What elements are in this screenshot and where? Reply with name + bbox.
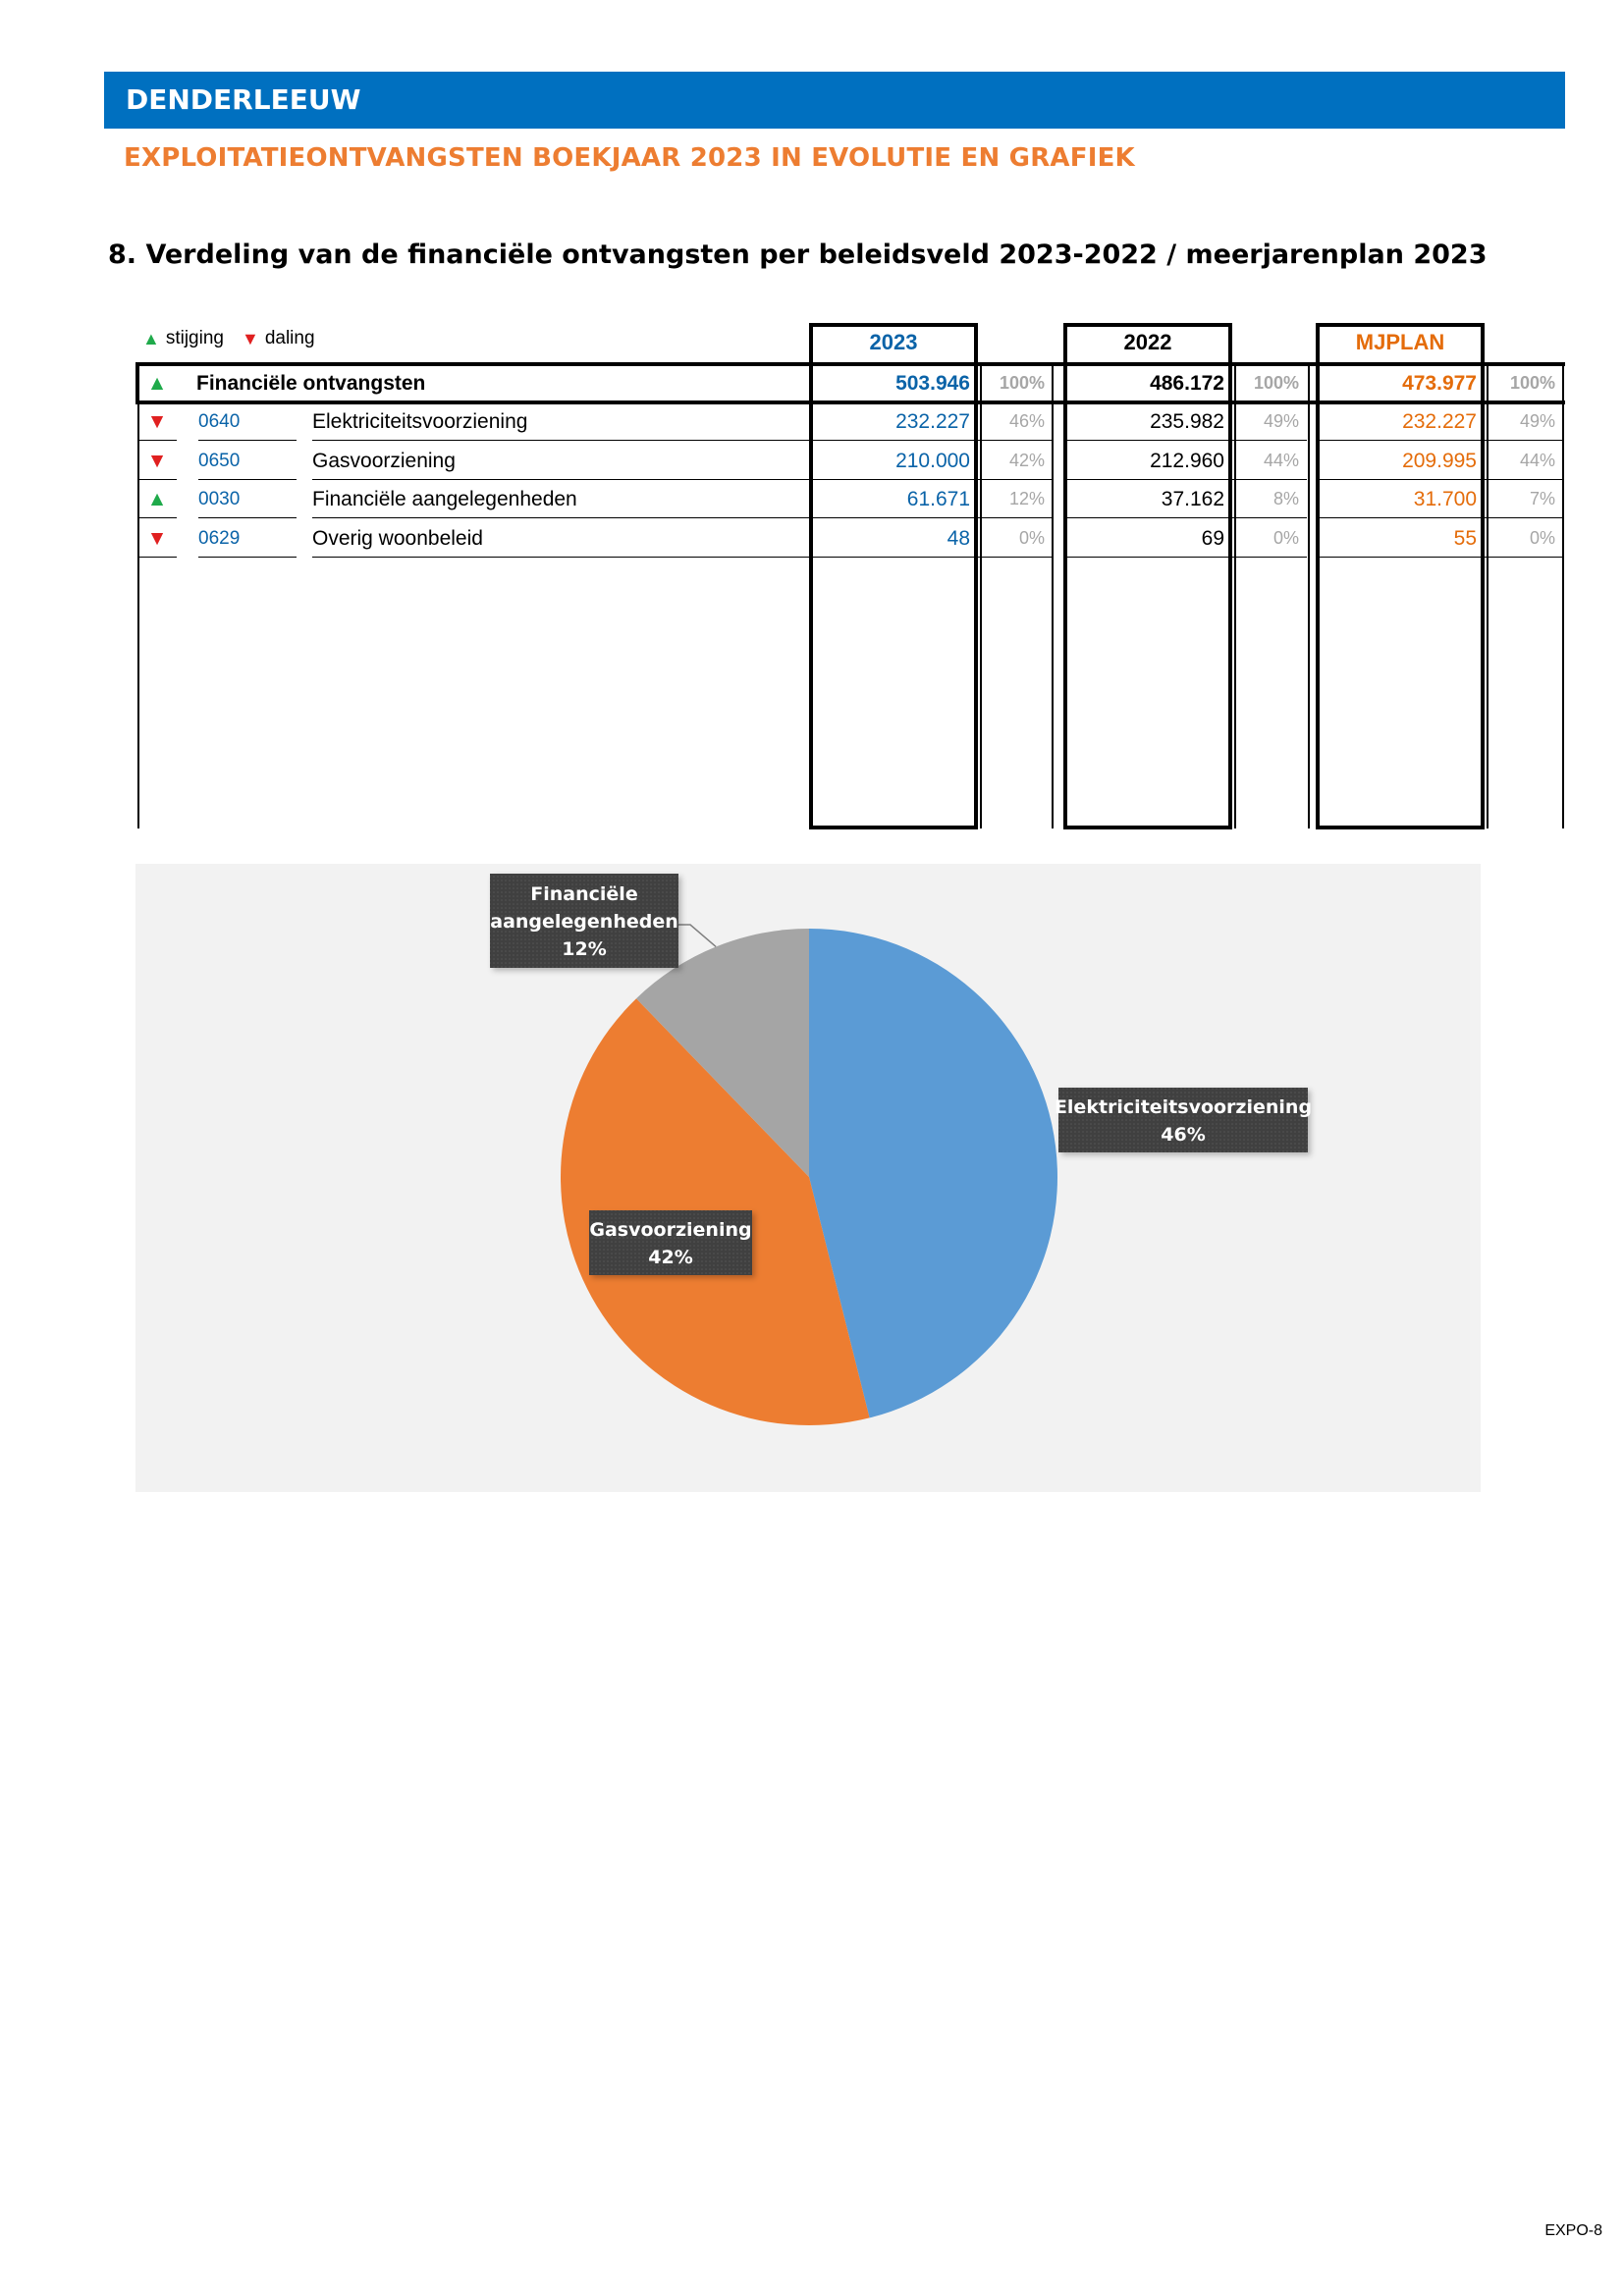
pie-data-label-2 bbox=[589, 1210, 752, 1275]
beleidsveld-label: Financiële ontvangsten bbox=[196, 364, 825, 402]
percent-mjplan: 49% bbox=[1487, 402, 1563, 441]
legend-down-label: daling bbox=[264, 328, 315, 348]
triangle-down-icon: ▼ bbox=[137, 442, 177, 480]
beleidsveld-code: 0650 bbox=[198, 442, 297, 480]
percent-2023: 12% bbox=[980, 480, 1053, 518]
value-2022: 486.172 bbox=[1065, 364, 1234, 402]
pie-category-label: Financiële bbox=[530, 883, 638, 905]
empty-row bbox=[137, 558, 1563, 596]
municipality-name: DENDERLEEUW bbox=[126, 83, 361, 116]
empty-row bbox=[137, 673, 1563, 712]
section-title: 8. Verdeling van de financiële ontvangsten per beleidsveld 2023-2022 / meerjarenplan 2023 bbox=[108, 240, 1488, 270]
triangle-down-icon: ▼ bbox=[241, 328, 259, 348]
table-row bbox=[137, 402, 1563, 441]
percent-2023: 0% bbox=[980, 519, 1053, 558]
column-header-2022: 2022 bbox=[1063, 323, 1232, 364]
table-row bbox=[137, 442, 1563, 480]
pie-chart bbox=[135, 864, 1481, 1492]
triangle-down-icon: ▼ bbox=[137, 519, 177, 558]
value-mjplan: 232.227 bbox=[1318, 402, 1487, 441]
pie-percent-label: 46% bbox=[1161, 1124, 1206, 1146]
percent-mjplan: 7% bbox=[1487, 480, 1563, 518]
beleidsveld-code: 0629 bbox=[198, 519, 297, 558]
empty-row bbox=[137, 713, 1563, 751]
triangle-down-icon: ▼ bbox=[137, 402, 177, 441]
column-header-mjplan: MJPLAN bbox=[1316, 323, 1485, 364]
beleidsveld-label: Overig woonbeleid bbox=[312, 519, 941, 558]
value-mjplan: 31.700 bbox=[1318, 480, 1487, 518]
table-row bbox=[137, 480, 1563, 518]
table-row bbox=[137, 519, 1563, 558]
percent-2022: 49% bbox=[1234, 402, 1307, 441]
report-subtitle: EXPLOITATIEONTVANGSTEN BOEKJAAR 2023 IN EVOLUTIE EN GRAFIEK bbox=[124, 143, 1135, 173]
leader-line bbox=[678, 925, 716, 946]
value-2023: 503.946 bbox=[811, 364, 980, 402]
value-2022: 235.982 bbox=[1065, 402, 1234, 441]
percent-2022: 44% bbox=[1234, 442, 1307, 480]
beleidsveld-code: 0030 bbox=[198, 480, 297, 518]
column-header-2023: 2023 bbox=[809, 323, 978, 364]
value-2022: 37.162 bbox=[1065, 480, 1234, 518]
percent-mjplan: 44% bbox=[1487, 442, 1563, 480]
legend-up-label: stijging bbox=[165, 328, 224, 348]
triangle-up-icon: ▲ bbox=[137, 364, 177, 402]
value-2023: 61.671 bbox=[811, 480, 980, 518]
triangle-up-icon: ▲ bbox=[137, 480, 177, 518]
value-mjplan: 473.977 bbox=[1318, 364, 1487, 402]
pie-chart-area bbox=[135, 864, 1481, 1492]
pie-category-label: aangelegenheden bbox=[490, 911, 678, 933]
empty-row bbox=[137, 596, 1563, 634]
percent-2023: 100% bbox=[980, 364, 1053, 402]
total-row bbox=[137, 364, 1563, 402]
value-mjplan: 55 bbox=[1318, 519, 1487, 558]
pie-percent-label: 12% bbox=[562, 938, 607, 960]
pie-category-label: Elektriciteitsvoorziening bbox=[1054, 1096, 1313, 1118]
beleidsveld-label: Elektriciteitsvoorziening bbox=[312, 402, 941, 441]
value-2023: 210.000 bbox=[811, 442, 980, 480]
empty-row bbox=[137, 751, 1563, 789]
value-mjplan: 209.995 bbox=[1318, 442, 1487, 480]
empty-row bbox=[137, 789, 1563, 828]
percent-2022: 8% bbox=[1234, 480, 1307, 518]
percent-2023: 46% bbox=[980, 402, 1053, 441]
pie-data-label-1 bbox=[1055, 1088, 1312, 1152]
beleidsveld-code: 0640 bbox=[198, 402, 297, 441]
triangle-up-icon: ▲ bbox=[142, 328, 160, 348]
pie-data-label-3 bbox=[490, 874, 716, 968]
percent-2022: 0% bbox=[1234, 519, 1307, 558]
pie-percent-label: 42% bbox=[648, 1247, 693, 1268]
beleidsveld-label: Gasvoorziening bbox=[312, 442, 941, 480]
value-2022: 69 bbox=[1065, 519, 1234, 558]
page-id: EXPO-8 bbox=[1544, 2222, 1602, 2239]
percent-2022: 100% bbox=[1234, 364, 1307, 402]
percent-mjplan: 100% bbox=[1487, 364, 1563, 402]
value-2023: 232.227 bbox=[811, 402, 980, 441]
value-2022: 212.960 bbox=[1065, 442, 1234, 480]
value-2023: 48 bbox=[811, 519, 980, 558]
revenue-table bbox=[0, 0, 1624, 883]
percent-2023: 42% bbox=[980, 442, 1053, 480]
pie-category-label: Gasvoorziening bbox=[589, 1219, 752, 1241]
beleidsveld-label: Financiële aangelegenheden bbox=[312, 480, 941, 518]
percent-mjplan: 0% bbox=[1487, 519, 1563, 558]
empty-row bbox=[137, 635, 1563, 673]
